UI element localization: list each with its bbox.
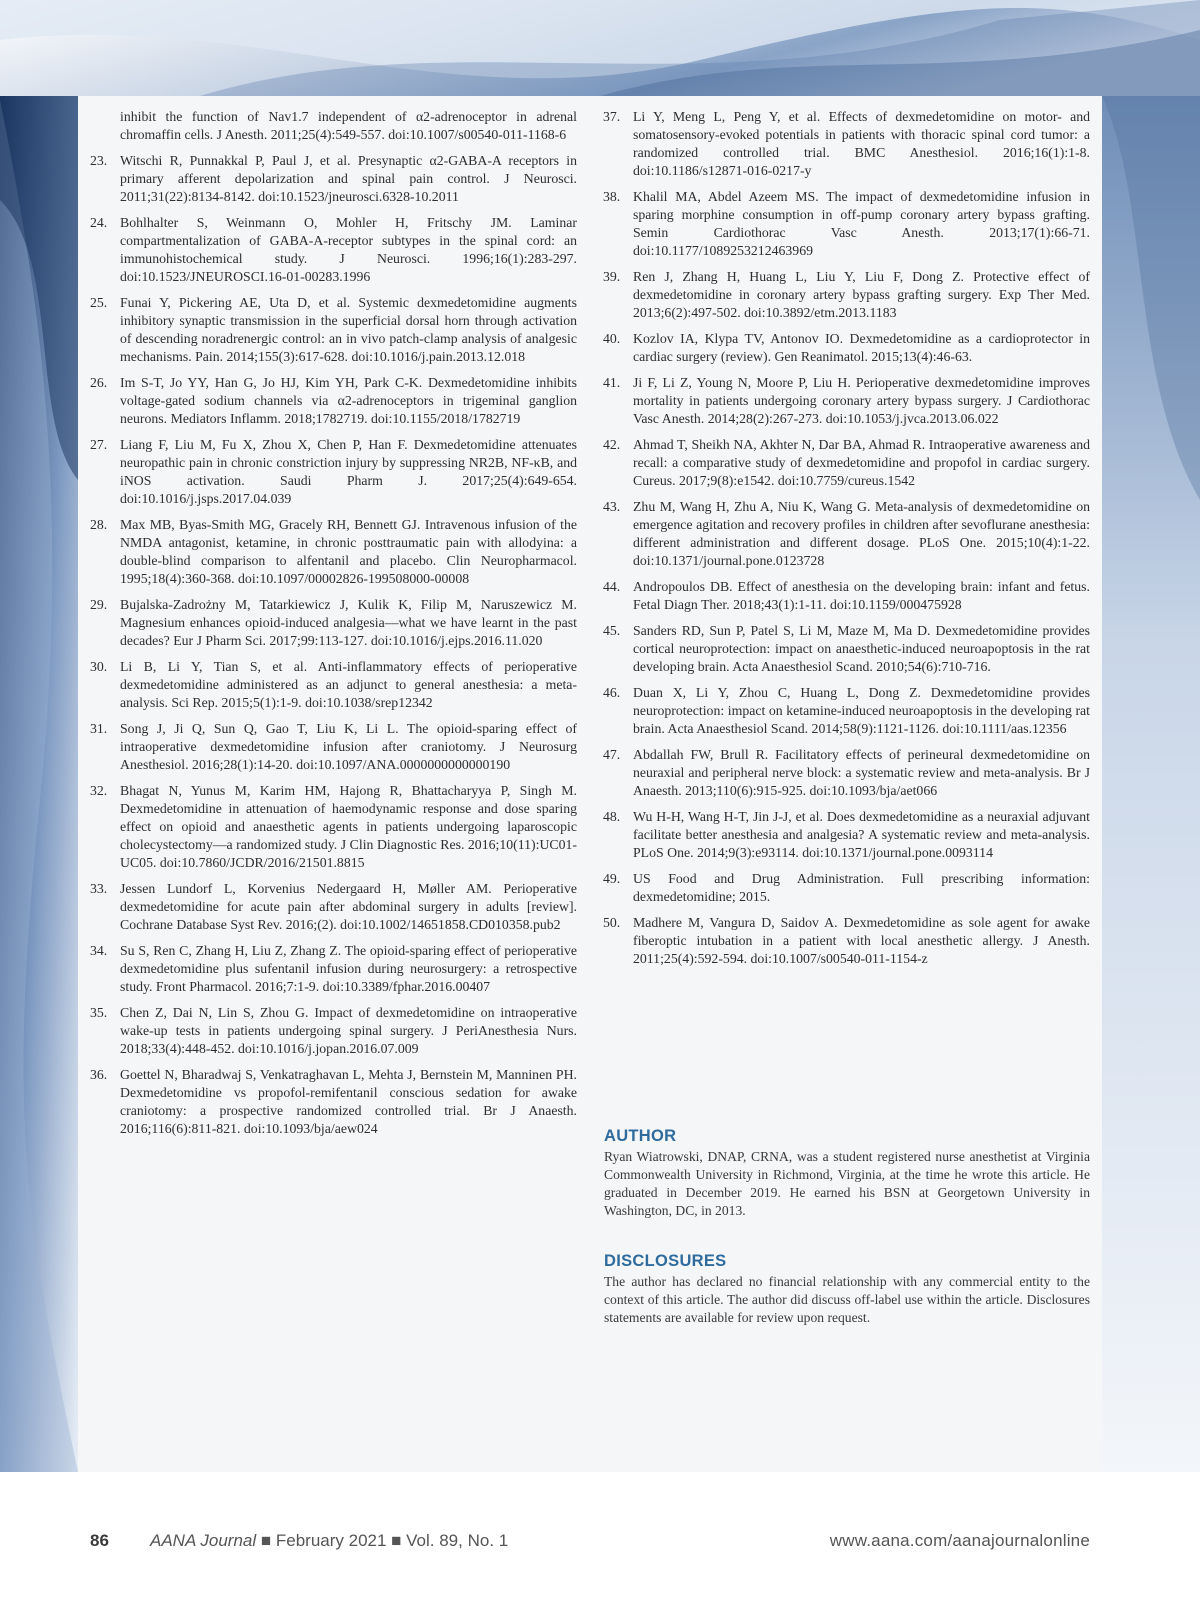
reference-item [603, 188, 1090, 260]
reference-item [603, 108, 1090, 180]
author-bio: Ryan Wiatrowski, DNAP, CRNA, was a student registered nurse anesthetist at Virginia Commonwealth University in Richmond, Virginia, at the time he wrote this article. He graduated in December 2019. He earned his BSN at Georgetown University in Washington, DC, in 2013. [604, 1149, 1090, 1218]
reference-item [603, 622, 1090, 676]
reference-number: 35. [90, 1005, 108, 1020]
reference-number: 28. [90, 517, 108, 532]
reference-number: 24. [90, 215, 108, 230]
reference-text: Liang F, Liu M, Fu X, Zhou X, Chen P, Han F. Dexmedetomidine attenuates neuropathic pain in chronic constriction injury by suppressing NR2B, NF-κB, and iNOS activation. Saudi Pharm J. 2017;25(4):649-654. doi:10.1016/j.jsps.2017.04.039 [120, 437, 577, 506]
reference-number: 27. [90, 437, 108, 452]
reference-text: Bohlhalter S, Weinmann O, Mohler H, Fritschy JM. Laminar compartmentalization of GABA-A-receptor subtypes in the spinal cord: an immunohistochemical study. J Neurosci. 1996;16(1):283-297. doi:10.1523/JNEUROSCI.16-01-00283.1996 [120, 215, 577, 284]
page-footer [90, 1531, 1090, 1555]
reference-item [90, 720, 577, 774]
reference-number: 40. [603, 331, 621, 346]
reference-item [90, 658, 577, 712]
reference-number: 43. [603, 499, 621, 514]
reference-item [90, 214, 577, 286]
reference-item [90, 436, 577, 508]
reference-item [603, 374, 1090, 428]
reference-number: 39. [603, 269, 621, 284]
reference-text: Funai Y, Pickering AE, Uta D, et al. Systemic dexmedetomidine augments inhibitory synaptic transmission in the superficial dorsal horn through activation of descending noradrenergic control: an in vivo patch-clamp analysis of analgesic mechanisms. Pain. 2014;155(3):617-628. doi:10.1016/j.pain.2013.12.018 [120, 295, 577, 364]
reference-number: 45. [603, 623, 621, 638]
reference-item [90, 880, 577, 934]
reference-number: 36. [90, 1067, 108, 1082]
reference-number: 49. [603, 871, 621, 886]
disclosures-heading: DISCLOSURES [604, 1252, 727, 1270]
author-heading: AUTHOR [604, 1127, 677, 1145]
reference-item [90, 1066, 577, 1138]
reference-item [90, 374, 577, 428]
reference-item [90, 942, 577, 996]
reference-text: Su S, Ren C, Zhang H, Liu Z, Zhang Z. The opioid-sparing effect of perioperative dexmedetomidine plus sufentanil infusion during neurosurgery: a retrospective study. Front Pharmacol. 2016;7:1-9. doi:10.3389/fphar.2016.00407 [120, 943, 577, 994]
reference-number: 23. [90, 153, 108, 168]
reference-item [90, 516, 577, 588]
reference-number: 38. [603, 189, 621, 204]
reference-text: Ren J, Zhang H, Huang L, Liu Y, Liu F, Dong Z. Protective effect of dexmedetomidine in coronary artery bypass grafting surgery. Exp Ther Med. 2013;6(2):497-502. doi:10.3892/etm.2013.1183 [633, 269, 1090, 320]
reference-number: 42. [603, 437, 621, 452]
reference-text: Bujalska-Zadrożny M, Tatarkiewicz J, Kulik K, Filip M, Naruszewicz M. Magnesium enhances opioid-induced analgesia—what we have learnt in the past decades? Eur J Pharm Sci. 2017;99:113-127. doi:10.1016/j.ejps.2016.11.020 [120, 597, 577, 648]
reference-number: 46. [603, 685, 621, 700]
journal-citation [150, 1531, 508, 1551]
reference-number: 26. [90, 375, 108, 390]
reference-text: Max MB, Byas-Smith MG, Gracely RH, Bennett GJ. Intravenous infusion of the NMDA antagonist, ketamine, in chronic posttraumatic pain with allodyina: a double-blind comparison to alfentanil and placebo. Clin Neuropharmacol. 1995;18(4):360-368. doi:10.1097/00002826-199508000-00008 [120, 517, 577, 586]
reference-text: Zhu M, Wang H, Zhu A, Niu K, Wang G. Meta-analysis of dexmedetomidine on emergence agitation and recovery profiles in children after sevoflurane anesthesia: different administration and different dosage. PLoS One. 2015;10(4):1-22. doi:10.1371/journal.pone.0123728 [633, 499, 1090, 568]
reference-text: Madhere M, Vangura D, Saidov A. Dexmedetomidine as sole agent for awake fiberoptic intubation in a patient with local anesthetic allergy. J Anesth. 2011;25(4):592-594. doi:10.1007/s00540-011-1154-z [633, 915, 1090, 966]
reference-item [603, 578, 1090, 614]
reference-item [603, 914, 1090, 968]
reference-text: Khalil MA, Abdel Azeem MS. The impact of dexmedetomidine infusion in sparing morphine consumption in off-pump coronary artery bypass grafting. Semin Cardiothorac Vasc Anesth. 2013;17(1):66-71. doi:10.1177/1089253212463969 [633, 189, 1090, 258]
reference-text: Wu H-H, Wang H-T, Jin J-J, et al. Does dexmedetomidine as a neuraxial adjuvant facilitate better anesthesia and analgesia? A systematic review and meta-analysis. PLoS One. 2014;9(3):e93114. doi:10.1371/journal.pone.0093114 [633, 809, 1090, 860]
page-number: 86 [90, 1531, 109, 1550]
reference-text: US Food and Drug Administration. Full prescribing information: dexmedetomidine; 2015. [633, 871, 1090, 904]
reference-number: 30. [90, 659, 108, 674]
reference-item [603, 808, 1090, 862]
reference-text: Duan X, Li Y, Zhou C, Huang L, Dong Z. Dexmedetomidine provides neuroprotection: impact on ketamine-induced neuroapoptosis in the developing rat brain. Acta Anaesthesiol Scand. 2014;58(9):1121-1126. doi:10.1111/aas.12356 [633, 685, 1090, 736]
reference-item [90, 782, 577, 872]
references-left-column [90, 108, 577, 1146]
reference-text: Im S-T, Jo YY, Han G, Jo HJ, Kim YH, Park C-K. Dexmedetomidine inhibits voltage-gated sodium channels via α2-adrenoceptors in trigeminal ganglion neurons. Mediators Inflamm. 2018;1782719. doi:10.1155/2018/1782719 [120, 375, 577, 426]
references-right-column [603, 108, 1090, 976]
reference-number: 32. [90, 783, 108, 798]
reference-number: 33. [90, 881, 108, 896]
reference-item [90, 108, 577, 144]
reference-text: Goettel N, Bharadwaj S, Venkatraghavan L, Mehta J, Bernstein M, Manninen PH. Dexmedetomidine vs propofol-remifentanil conscious sedation for awake craniotomy: a prospective randomized controlled trial. Br J Anaesth. 2016;116(6):811-821. doi:10.1093/bja/aew024 [120, 1067, 577, 1136]
reference-number: 25. [90, 295, 108, 310]
reference-text: Ahmad T, Sheikh NA, Akhter N, Dar BA, Ahmad R. Intraoperative awareness and recall: a comparative study of dexmedetomidine and propofol in cardiac surgery. Cureus. 2017;9(8):e1542. doi:10.7759/cureus.1542 [633, 437, 1090, 488]
issue-info: ■ February 2021 ■ Vol. 89, No. 1 [256, 1531, 509, 1550]
reference-text: Andropoulos DB. Effect of anesthesia on the developing brain: infant and fetus. Fetal Diagn Ther. 2018;43(1):1-11. doi:10.1159/000475928 [633, 579, 1090, 612]
reference-number: 37. [603, 109, 621, 124]
reference-item [603, 330, 1090, 366]
reference-number: 47. [603, 747, 621, 762]
reference-item [90, 1004, 577, 1058]
reference-text: inhibit the function of Nav1.7 independent of α2-adrenoceptor in adrenal chromaffin cells. J Anesth. 2011;25(4):549-557. doi:10.1007/s00540-011-1168-6 [120, 109, 577, 142]
disclosures-section [604, 1252, 1090, 1327]
reference-text: Abdallah FW, Brull R. Facilitatory effects of perineural dexmedetomidine on neuraxial and peripheral nerve block: a systematic review and meta-analysis. Br J Anaesth. 2013;110(6):915-925. doi:10.1093/bja/aet066 [633, 747, 1090, 798]
reference-number: 48. [603, 809, 621, 824]
disclosures-text: The author has declared no financial relationship with any commercial entity to the context of this article. The author did discuss off-label use within the article. Disclosures statements are available for review upon request. [604, 1274, 1090, 1325]
reference-text: Chen Z, Dai N, Lin S, Zhou G. Impact of dexmedetomidine on intraoperative wake-up tests in patients undergoing spinal surgery. J PeriAnesthesia Nurs. 2018;33(4):448-452. doi:10.1016/j.jopan.2016.07.009 [120, 1005, 577, 1056]
journal-website-link[interactable]: www.aana.com/aanajournalonline [829, 1531, 1090, 1550]
reference-item [90, 152, 577, 206]
reference-number: 29. [90, 597, 108, 612]
reference-item [603, 746, 1090, 800]
reference-text: Ji F, Li Z, Young N, Moore P, Liu H. Perioperative dexmedetomidine improves mortality in patients undergoing coronary artery bypass surgery. J Cardiothorac Vasc Anesth. 2014;28(2):267-273. doi:10.1053/j.jvca.2013.06.022 [633, 375, 1090, 426]
reference-item [603, 684, 1090, 738]
reference-item [90, 596, 577, 650]
reference-text: Sanders RD, Sun P, Patel S, Li M, Maze M, Ma D. Dexmedetomidine provides cortical neuroprotection: impact on anaesthetic-induced neuroapoptosis in the rat developing brain. Acta Anaesthesiol Scand. 2010;54(6):710-716. [633, 623, 1090, 674]
reference-item [603, 870, 1090, 906]
reference-item [603, 498, 1090, 570]
reference-number: 31. [90, 721, 108, 736]
reference-text: Song J, Ji Q, Sun Q, Gao T, Liu K, Li L. The opioid-sparing effect of intraoperative dexmedetomidine infusion after craniotomy. J Neurosurg Anesthesiol. 2016;28(1):14-20. doi:10.1097/ANA.0000000000000190 [120, 721, 577, 772]
reference-item [603, 436, 1090, 490]
reference-text: Li Y, Meng L, Peng Y, et al. Effects of dexmedetomidine on motor- and somatosensory-evoked potentials in patients with thoracic spinal cord tumor: a randomized controlled trial. BMC Anesthesiol. 2016;16(1):1-8. doi:10.1186/s12871-016-0217-y [633, 109, 1090, 178]
reference-number: 50. [603, 915, 621, 930]
reference-text: Jessen Lundorf L, Korvenius Nedergaard H, Møller AM. Perioperative dexmedetomidine for acute pain after abdominal surgery in adults [review]. Cochrane Database Syst Rev. 2016;(2). doi:10.1002/14651858.CD010358.pub2 [120, 881, 577, 932]
reference-number: 44. [603, 579, 621, 594]
reference-text: Witschi R, Punnakkal P, Paul J, et al. Presynaptic α2-GABA-A receptors in primary afferent depolarization and spinal pain control. J Neurosci. 2011;31(22):8134-8142. doi:10.1523/jneurosci.6328-10.2011 [120, 153, 577, 204]
reference-item [90, 294, 577, 366]
reference-text: Li B, Li Y, Tian S, et al. Anti-inflammatory effects of perioperative dexmedetomidine administered as an adjunct to general anesthesia: a meta-analysis. Sci Rep. 2015;5(1):1-9. doi:10.1038/srep12342 [120, 659, 577, 710]
reference-text: Bhagat N, Yunus M, Karim HM, Hajong R, Bhattacharyya P, Singh M. Dexmedetomidine in attenuation of haemodynamic response and dose sparing effect on opioid and anaesthetic agents in patients undergoing laparoscopic cholecystectomy—a randomized study. J Clin Diagnostic Res. 2016;10(11):UC01-UC05. doi:10.7860/JCDR/2016/21501.8815 [120, 783, 577, 870]
journal-name: AANA Journal [150, 1531, 257, 1550]
reference-item [603, 268, 1090, 322]
reference-text: Kozlov IA, Klypa TV, Antonov IO. Dexmedetomidine as a cardioprotector in cardiac surgery (review). Gen Reanimatol. 2015;13(4):46-63. [633, 331, 1090, 364]
author-section [604, 1127, 1090, 1220]
reference-number: 34. [90, 943, 108, 958]
reference-number: 41. [603, 375, 621, 390]
